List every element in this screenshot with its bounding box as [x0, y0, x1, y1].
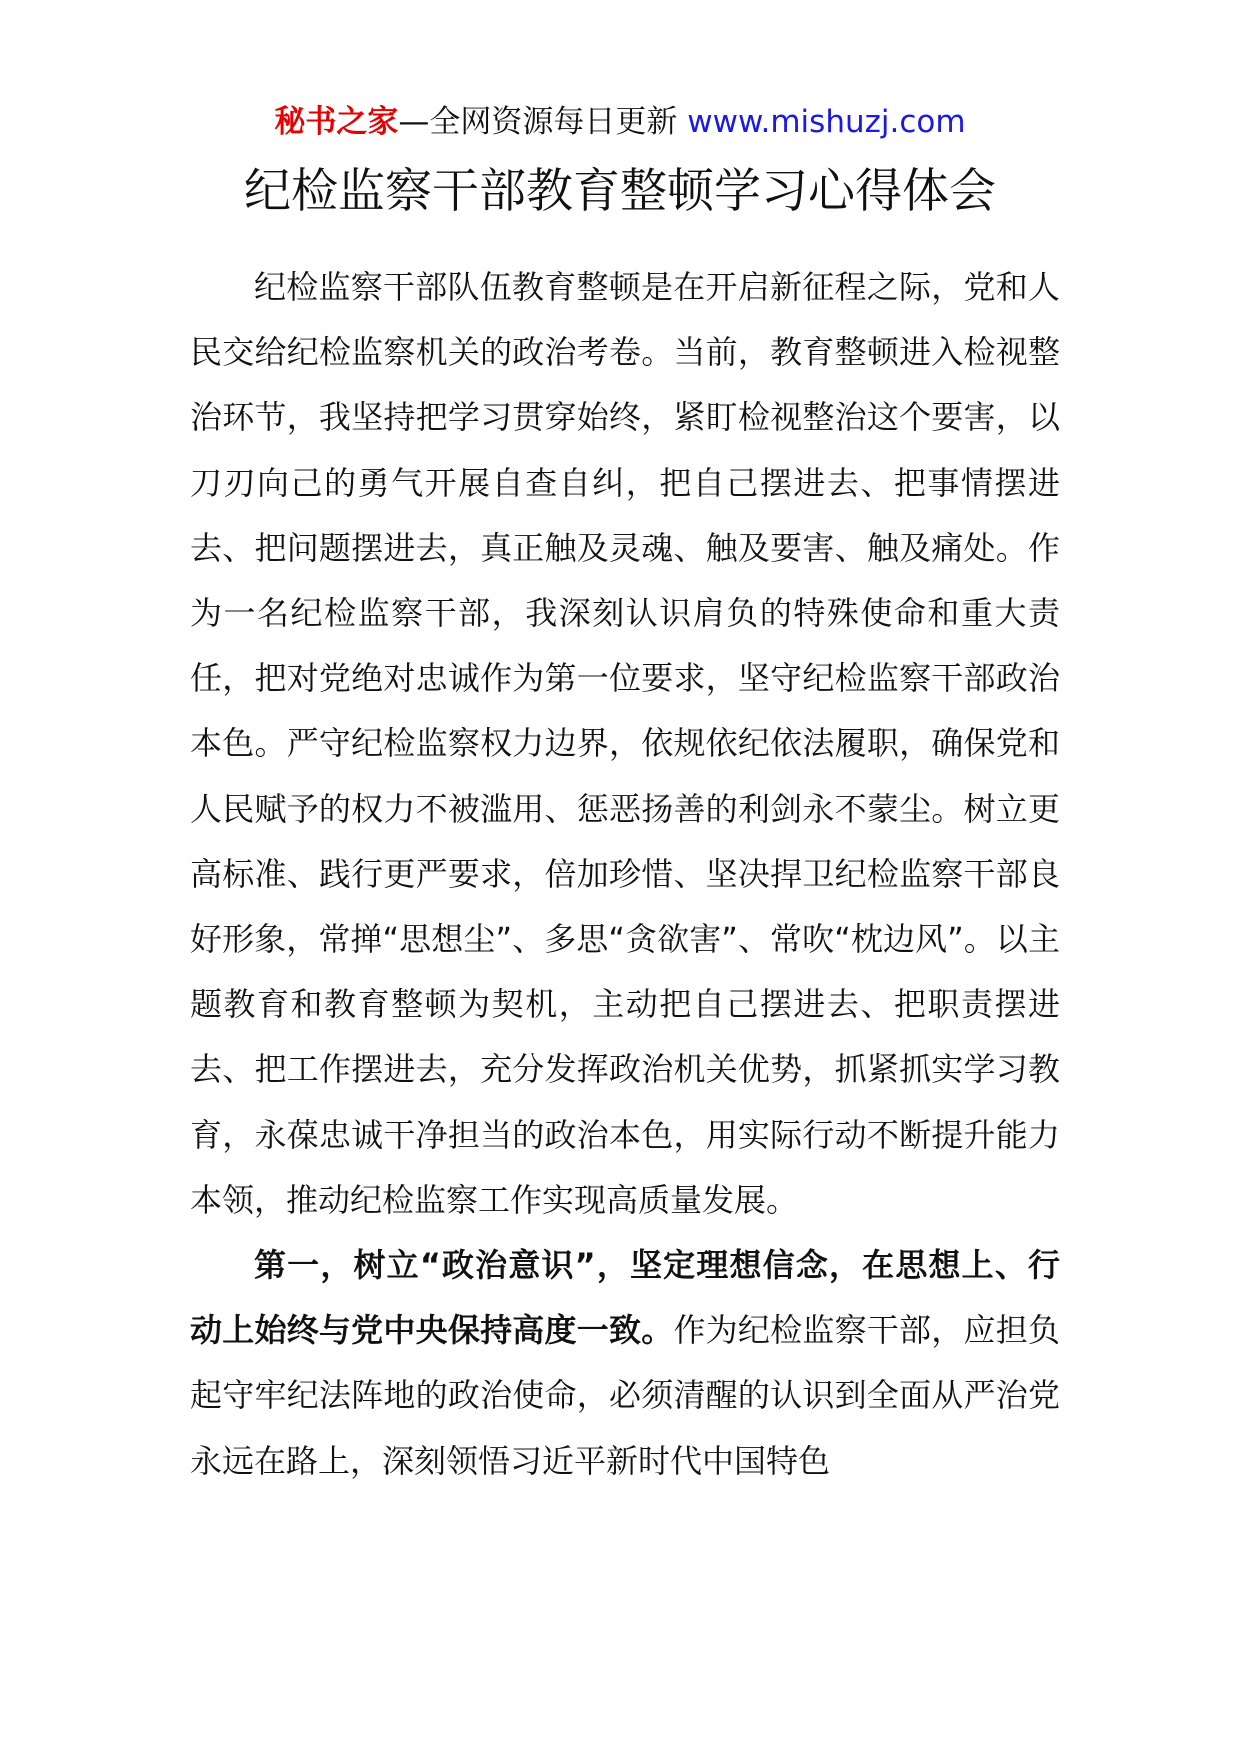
- document-body: [190, 255, 1060, 1494]
- paragraph-first-point: [190, 1233, 1060, 1494]
- brand-name: 秘书之家: [274, 104, 399, 140]
- document-title: 纪检监察干部教育整顿学习心得体会: [244, 164, 996, 219]
- site-header: [0, 100, 1240, 144]
- header-tagline: —全网资源每日更新: [398, 104, 688, 140]
- site-url-link[interactable]: www.mishuzj.com: [687, 104, 966, 140]
- paragraph-first-point-text: 作为纪检监察干部，应担负起守牢纪法阵地的政治使命，必须清醒的认识到全面从严治党永远在路上，深刻领悟习近平新时代中国特色: [190, 1311, 1060, 1480]
- paragraph-intro: 纪检监察干部队伍教育整顿是在开启新征程之际，党和人民交给纪检监察机关的政治考卷。当前，教育整顿进入检视整治环节，我坚持把学习贯穿始终，紧盯检视整治这个要害，以刀刃向己的勇气开展自查自纠，把自己摆进去、把事情摆进去、把问题摆进去，真正触及灵魂、触及要害、触及痛处。作为一名纪检监察干部，我深刻认识肩负的特殊使命和重大责任，把对党绝对忠诚作为第一位要求，坚守纪检监察干部政治本色。严守纪检监察权力边界，依规依纪依法履职，确保党和人民赋予的权力不被滥用、惩恶扬善的利剑永不蒙尘。树立更高标准、践行更严要求，倍加珍惜、坚决捍卫纪检监察干部良好形象，常掸“思想尘”、多思“贪欲害”、常吹“枕边风”。以主题教育和教育整顿为契机，主动把自己摆进去、把职责摆进去、把工作摆进去，充分发挥政治机关优势，抓紧抓实学习教育，永葆忠诚干净担当的政治本色，用实际行动不断提升能力本领，推动纪检监察工作实现高质量发展。: [190, 268, 1060, 1219]
- paragraph-first-point-heading: 第一，树立“政治意识”，坚定理想信念，在思想上、行动上始终与党中央保持高度一致。: [190, 1246, 1060, 1350]
